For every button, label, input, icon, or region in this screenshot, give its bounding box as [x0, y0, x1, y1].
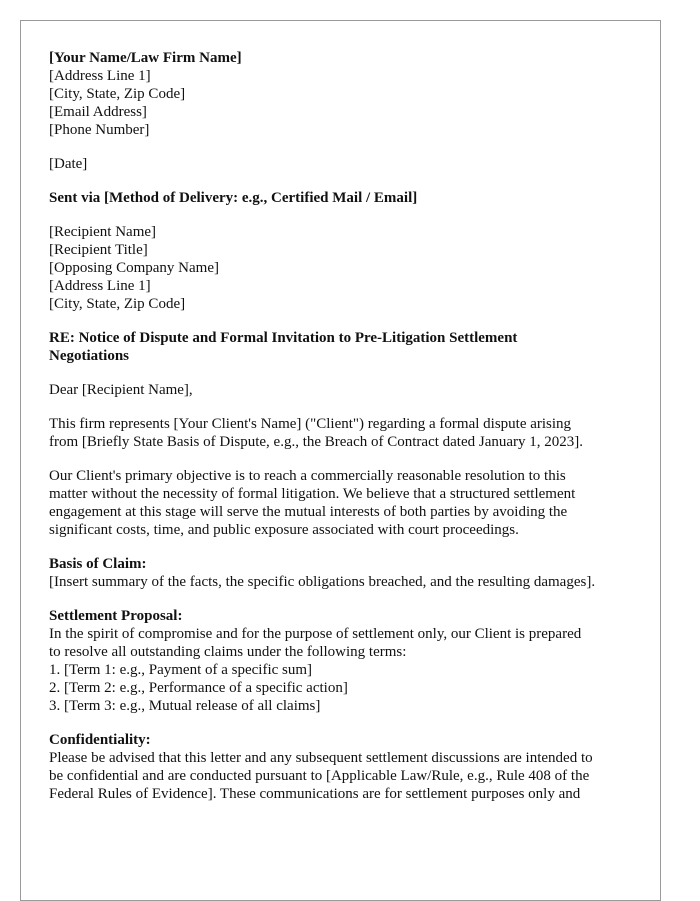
para1-line-2: from [Briefly State Basis of Dispute, e.g., the Breach of Contract dated January 1, 2023]. — [49, 434, 584, 450]
subject-line-1: RE: Notice of Dispute and Formal Invitation to Pre-Litigation Settlement — [49, 330, 518, 346]
para2-line-1: Our Client's primary objective is to reach a commercially reasonable resolution to this — [49, 468, 566, 484]
sender-email: [Email Address] — [49, 104, 147, 120]
confidentiality-line-3: Federal Rules of Evidence]. These communications are for settlement purposes only and — [49, 786, 581, 802]
para1-line-1: This firm represents [Your Client's Name] ("Client") regarding a formal dispute arising — [49, 416, 572, 432]
settlement-proposal-section — [49, 607, 639, 715]
sender-address: [Address Line 1] — [49, 68, 151, 84]
date-block — [49, 155, 639, 173]
basis-heading: Basis of Claim: — [49, 556, 147, 572]
para2-line-4: significant costs, time, and public exposure associated with court proceedings. — [49, 522, 519, 538]
confidentiality-section — [49, 731, 639, 803]
salutation: Dear [Recipient Name], — [49, 382, 193, 398]
letter-date: [Date] — [49, 156, 88, 172]
proposal-term-2: 2. [Term 2: e.g., Performance of a specific action] — [49, 680, 348, 696]
confidentiality-heading: Confidentiality: — [49, 732, 151, 748]
confidentiality-line-2: be confidential and are conducted pursuant to [Applicable Law/Rule, e.g., Rule 408 of the — [49, 768, 590, 784]
basis-of-claim-section — [49, 555, 639, 591]
recipient-title: [Recipient Title] — [49, 242, 148, 258]
confidentiality-line-1: Please be advised that this letter and any subsequent settlement discussions are intended to — [49, 750, 593, 766]
salutation-block — [49, 381, 639, 399]
sender-block — [49, 49, 639, 139]
letter-content — [49, 49, 639, 819]
delivery-method: Sent via [Method of Delivery: e.g., Certified Mail / Email] — [49, 190, 418, 206]
paragraph-representation — [49, 415, 639, 451]
sender-city: [City, State, Zip Code] — [49, 86, 186, 102]
sender-phone: [Phone Number] — [49, 122, 150, 138]
recipient-city: [City, State, Zip Code] — [49, 296, 186, 312]
delivery-block — [49, 189, 639, 207]
proposal-term-1: 1. [Term 1: e.g., Payment of a specific sum] — [49, 662, 313, 678]
recipient-name: [Recipient Name] — [49, 224, 157, 240]
proposal-line-1: In the spirit of compromise and for the purpose of settlement only, our Client is prepared — [49, 626, 582, 642]
subject-line-2: Negotiations — [49, 348, 129, 364]
proposal-term-3: 3. [Term 3: e.g., Mutual release of all claims] — [49, 698, 321, 714]
proposal-line-2: to resolve all outstanding claims under the following terms: — [49, 644, 407, 660]
recipient-company: [Opposing Company Name] — [49, 260, 219, 276]
letter-page — [20, 20, 661, 901]
basis-text: [Insert summary of the facts, the specific obligations breached, and the resulting damages]. — [49, 574, 596, 590]
subject-block — [49, 329, 639, 365]
sender-name: [Your Name/Law Firm Name] — [49, 50, 242, 66]
paragraph-objective — [49, 467, 639, 539]
recipient-block — [49, 223, 639, 313]
recipient-address: [Address Line 1] — [49, 278, 151, 294]
para2-line-3: engagement at this stage will serve the mutual interests of both parties by avoiding the — [49, 504, 568, 520]
proposal-heading: Settlement Proposal: — [49, 608, 183, 624]
para2-line-2: matter without the necessity of formal litigation. We believe that a structured settlement — [49, 486, 576, 502]
